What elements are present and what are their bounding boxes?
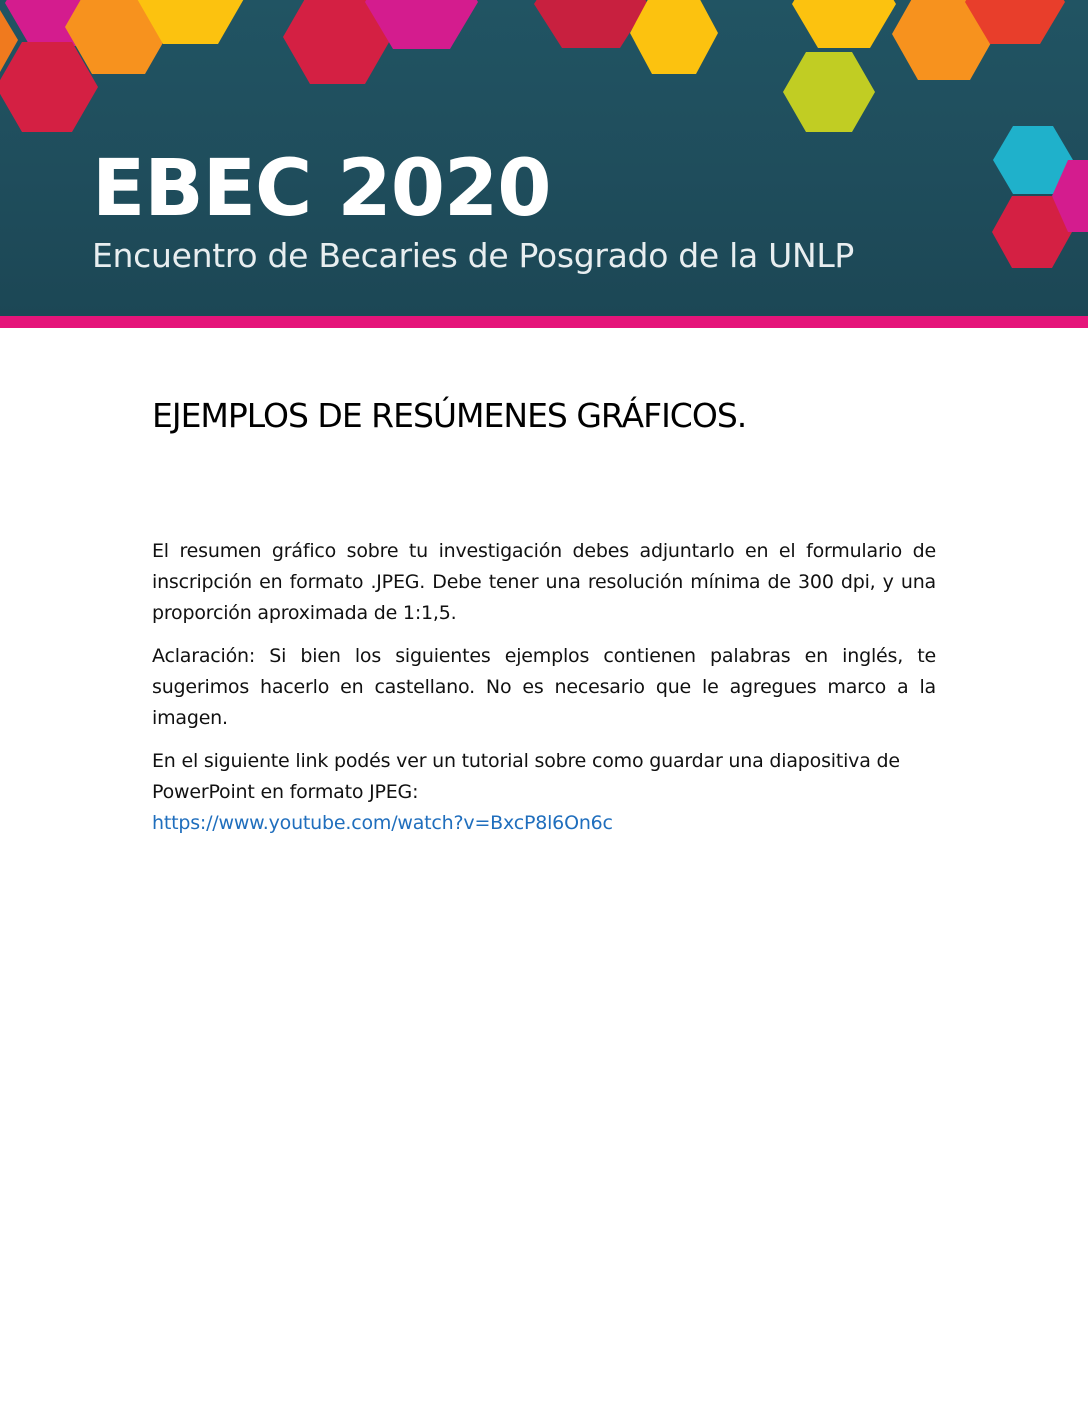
hexagon-yellow-right <box>792 0 896 48</box>
header-banner <box>0 0 1088 316</box>
hexagon-green <box>783 52 875 132</box>
hexagon-yellow-center <box>630 0 718 74</box>
tutorial-link[interactable]: https://www.youtube.com/watch?v=BxcP8l6On6c <box>152 811 613 834</box>
paragraph-tutorial: En el siguiente link podés ver un tutorial sobre como guardar una diapositiva de PowerPoint en formato JPEG: <box>152 749 900 803</box>
instructions <box>152 536 936 839</box>
accent-divider <box>0 316 1088 328</box>
paragraph-clarification: Aclaración: Si bien los siguientes ejemplos contienen palabras en inglés, te sugerimos hacerlo en castellano. No es necesario que le agregues marco a la imagen. <box>152 644 936 729</box>
document-body <box>152 396 936 839</box>
hexagon-red-top <box>534 0 648 48</box>
section-heading: EJEMPLOS DE RESÚMENES GRÁFICOS. <box>152 396 747 435</box>
paragraph-format: El resumen gráfico sobre tu investigación debes adjuntarlo en el formulario de inscripción en formato .JPEG. Debe tener una resolución mínima de 300 dpi, y una proporción aproximada de 1:1,5. <box>152 539 936 624</box>
event-title: EBEC 2020 <box>92 144 551 234</box>
event-subtitle: Encuentro de Becaries de Posgrado de la UNLP <box>92 236 855 275</box>
